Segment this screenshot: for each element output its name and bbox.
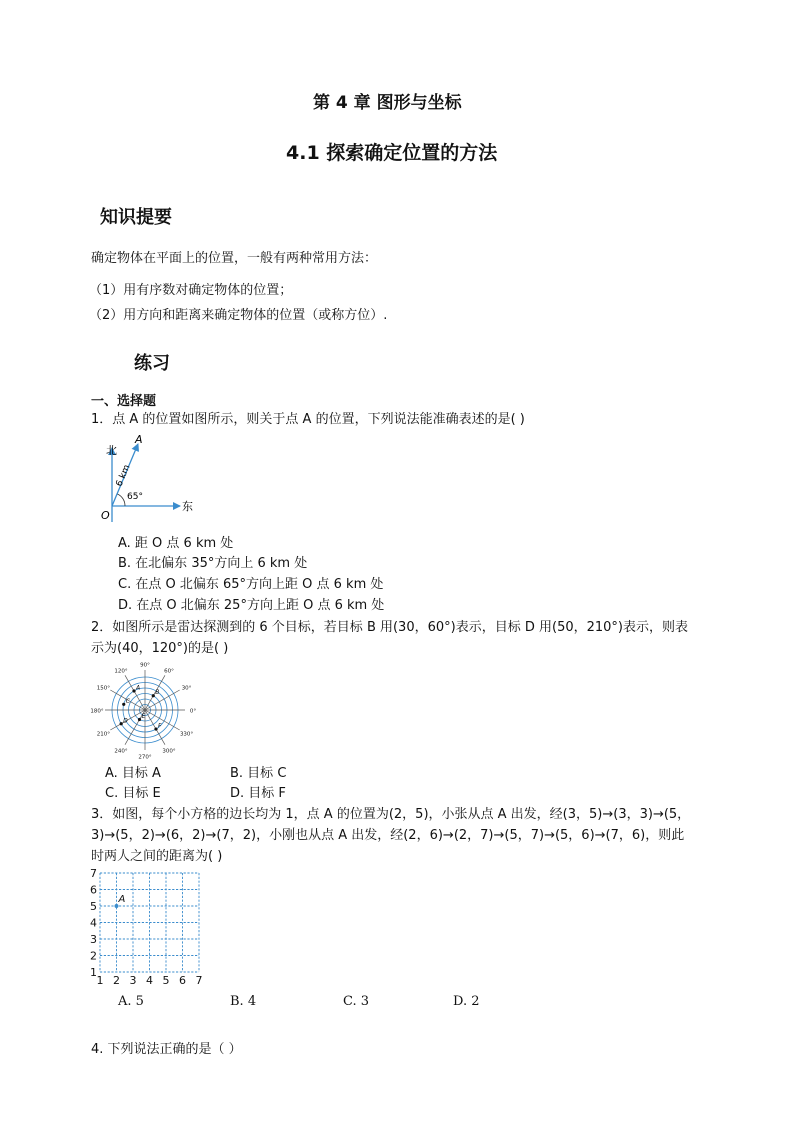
- radar-target-label: A: [136, 684, 141, 692]
- origin-label: O: [101, 509, 110, 522]
- x-tick-label: 3: [129, 974, 137, 987]
- q3-stem-line1: 3．如图，每个小方格的边长均为 1，点 A 的位置为(2，5)，小张从点 A 出发，经(3，5)→(3，3)→(5，: [91, 807, 691, 822]
- radar-angle-label: 330°: [179, 731, 194, 738]
- q1-stem: 1．点 A 的位置如图所示，则关于点 A 的位置，下列说法能准确表述的是( ): [91, 412, 525, 427]
- east-label: 东: [182, 500, 193, 513]
- q4-stem: 4. 下列说法正确的是（ ）: [91, 1042, 242, 1057]
- radar-angle-label: 0°: [189, 708, 197, 715]
- angle-arc: [118, 494, 126, 506]
- radar-angle-label: 90°: [140, 662, 150, 669]
- knowledge-point-2: （2）用方向和距离来确定物体的位置（或称方位）.: [89, 308, 388, 323]
- q2-option-a: A. 目标 A: [105, 766, 161, 781]
- y-tick-label: 4: [90, 916, 97, 930]
- radar-chart: [90, 663, 196, 761]
- point-a-label: A: [135, 433, 143, 446]
- radar-target-label: E: [141, 713, 146, 721]
- radar-angle-label: 120°: [114, 668, 128, 675]
- radar-target-label: D: [123, 717, 128, 725]
- q1-option-a: A. 距 O 点 6 km 处: [118, 536, 234, 551]
- y-tick-label: 2: [90, 949, 97, 963]
- q3-option-d: D. 2: [453, 994, 480, 1009]
- radar-angle-label: 60°: [164, 668, 174, 675]
- knowledge-heading: 知识提要: [100, 207, 172, 228]
- q1-direction-figure: [91, 432, 206, 526]
- knowledge-point-1: （1）用有序数对确定物体的位置；: [89, 283, 293, 298]
- q2-option-b: B. 目标 C: [230, 766, 287, 781]
- part1-title: 一、选择题: [91, 394, 157, 409]
- y-tick-label: 5: [90, 900, 97, 913]
- section-title: 4.1 探索确定位置的方法: [286, 142, 498, 164]
- y-tick-label: 3: [90, 933, 97, 946]
- q3-option-a: A. 5: [118, 994, 144, 1009]
- q1-option-d: D. 在点 O 北偏东 25°方向上距 O 点 6 km 处: [118, 598, 385, 613]
- y-tick-label: 1: [90, 966, 97, 979]
- y-tick-label: 6: [90, 883, 97, 897]
- x-tick-label: 1: [96, 974, 104, 987]
- q2-stem-line1: 2．如图所示是雷达探测到的 6 个目标，若目标 B 用(30，60°)表示，目标 D 用(50，210°)表示，则表: [91, 620, 688, 635]
- radar-angle-label: 240°: [114, 748, 128, 755]
- y-tick-label: 7: [90, 867, 97, 880]
- chapter-title: 第 4 章 图形与坐标: [313, 93, 462, 113]
- q3-stem-line3: 时两人之间的距离为( ): [91, 849, 223, 864]
- q1-option-c: C. 在点 O 北偏东 65°方向上距 O 点 6 km 处: [118, 577, 384, 592]
- radar-angle-label: 210°: [96, 731, 111, 738]
- coordinate-grid: [90, 867, 203, 987]
- q2-stem-line2: 示为(40，120°)的是( ): [91, 641, 229, 656]
- radar-angle-label: 30°: [181, 685, 192, 692]
- q2-radar-figure: [88, 658, 203, 763]
- q3-grid-figure: [88, 866, 208, 988]
- knowledge-intro: 确定物体在平面上的位置，一般有两种常用方法：: [91, 251, 378, 266]
- north-label: 北: [106, 444, 117, 457]
- distance-label: 6 km: [114, 463, 133, 489]
- x-tick-label: 2: [113, 974, 120, 987]
- x-tick-label: 6: [179, 974, 186, 987]
- radar-angle-label: 180°: [90, 708, 104, 715]
- radar-angle-label: 270°: [138, 754, 152, 761]
- q3-option-b: B. 4: [230, 994, 257, 1009]
- practice-heading: 练习: [134, 353, 170, 374]
- angle-label: 65°: [127, 492, 143, 502]
- radar-target-label: B: [155, 689, 160, 697]
- radar-angle-label: 150°: [96, 685, 111, 692]
- q3-stem-line2: 3)→(5，2)→(6，2)→(7，2)，小刚也从点 A 出发，经(2，6)→(2，7)→(5，7)→(5，6)→(7，6)，则此: [91, 828, 685, 843]
- radar-angle-label: 300°: [162, 748, 176, 755]
- x-tick-label: 5: [162, 974, 170, 987]
- radar-target-label: C: [125, 697, 130, 705]
- q2-option-d: D. 目标 F: [230, 786, 286, 801]
- x-tick-label: 4: [146, 974, 153, 987]
- q3-option-c: C. 3: [343, 994, 370, 1009]
- q1-option-b: B. 在北偏东 35°方向上 6 km 处: [118, 556, 308, 571]
- q2-option-c: C. 目标 E: [105, 786, 161, 801]
- point-a-label: A: [118, 894, 126, 905]
- radar-target-label: F: [158, 722, 162, 730]
- x-tick-label: 7: [195, 974, 203, 987]
